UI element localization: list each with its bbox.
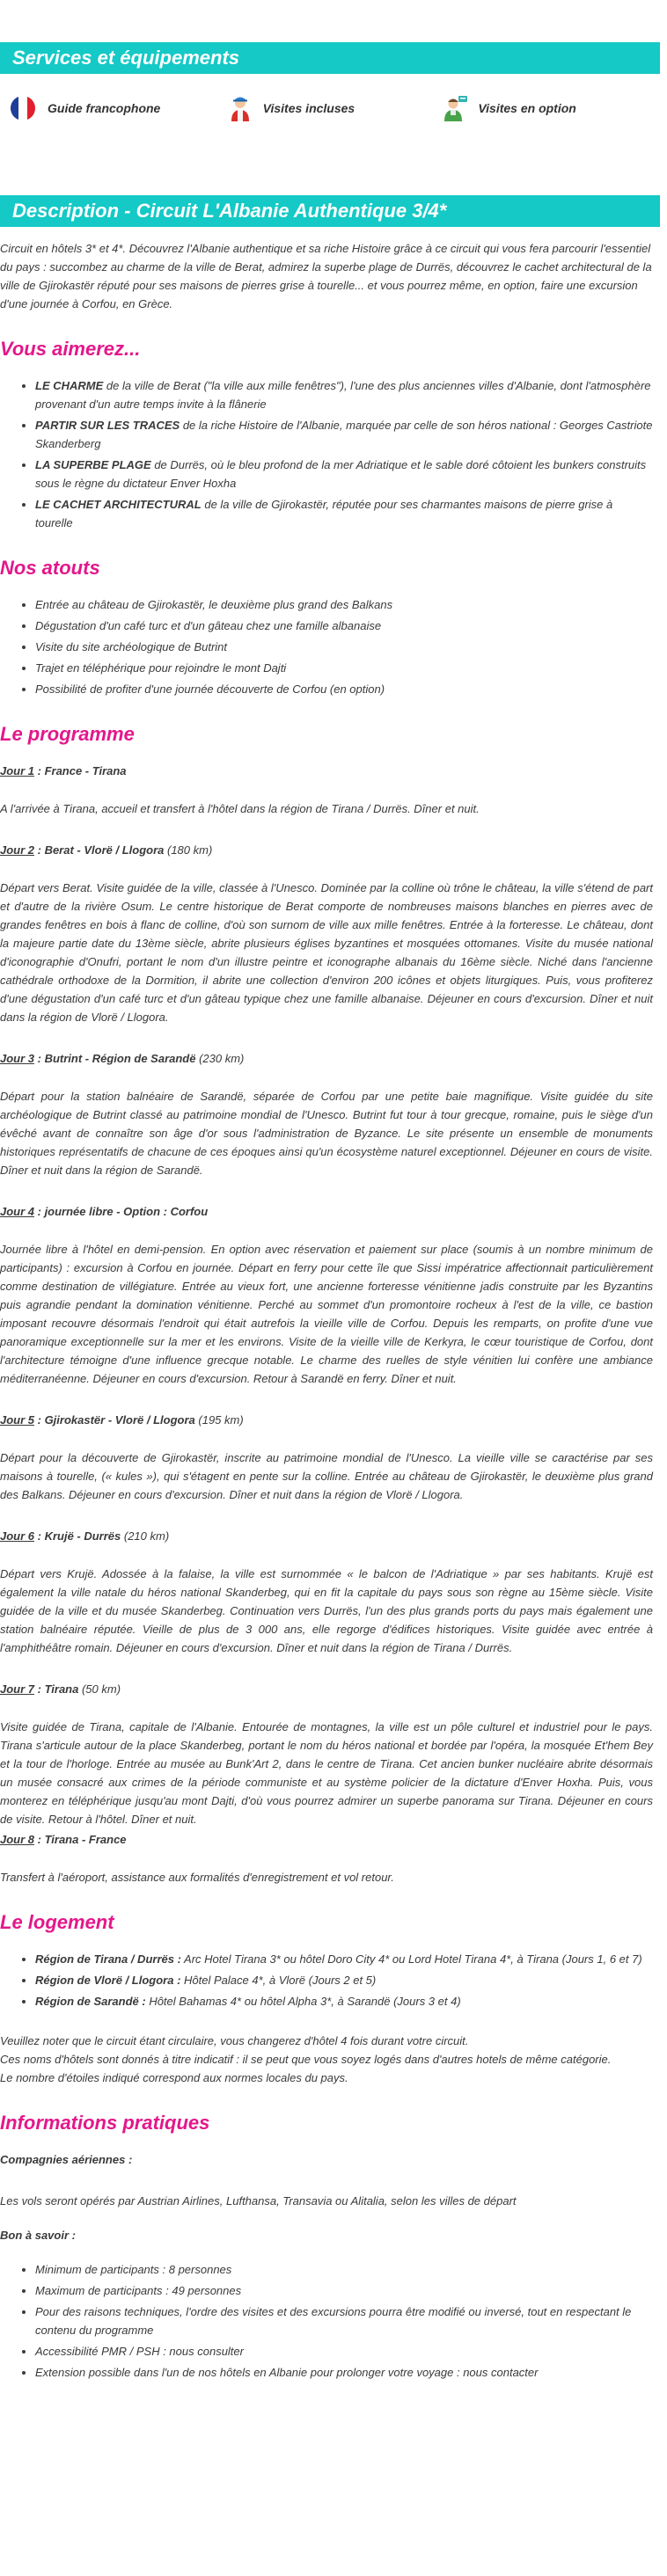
list-item: • Accessibilité PMR / PSH : nous consulter (35, 2342, 653, 2361)
list-item: • PARTIR SUR LES TRACES de la riche Histoire de l'Albanie, marquée par celle de son héros national : Georges Castriote Skanderberg (35, 416, 653, 453)
day-body: A l'arrivée à Tirana, accueil et transfert à l'hôtel dans la région de Tirana / Durrës. Dîner et nuit. (0, 802, 480, 815)
list-item: • LE CACHET ARCHITECTURAL de la ville de Gjirokastër, réputée pour ses charmantes maisons de pierre grise à tourelle (35, 495, 653, 532)
aimerez-title: Vous aimerez... (0, 338, 141, 360)
logement-title: Le logement (0, 1911, 114, 1933)
service-guide (11, 94, 226, 122)
day-7: Jour 7 : Tirana (50 km) Visite guidée de Tirana, capitale de l'Albanie. Entourée de montagnes, la ville est un pôle culturel et industriel pour le pays. Tirana s'articule autour de la place Skanderbeg, portant le nom du héros national et bordée par l'opéra, la mosquée Et'hem Bey et la tour de l'horloge. Entrée au musée au Bunk'Art 2, dans le centre de Tirana. Cet ancien bunker nucléaire abrite désormais un musée consacré aux crimes de la période communiste et au système policier de la dictature d'Enver Hoxha. Puis, vous monterez en téléphérique jusqu'au mont Dajti, d'où vous pourrez admirer un superbe panorama sur Tirana. Déjeuner en cours de visite. Retour à l'hôtel. Dîner et nuit. (0, 1680, 653, 1828)
service-visits-optional (441, 94, 656, 122)
description-intro: Circuit en hôtels 3* et 4*. Découvrez l'Albanie authentique et sa riche Histoire grâce à ce circuit qui vous fera parcourir l'essentiel du pays : succombez au charme de la ville de Berat, admirez la superbe plage de Durrës, découvrez le cachet architectural de la ville de Gjirokastër réputé pour ses maisons de pierres grise à tourelle... et vous pourrez même, en option, faire une excursion d'une journée à Corfou, en Grèce. (0, 242, 652, 310)
list-item: • Visite du site archéologique de Butrint (35, 638, 653, 656)
day-body: Départ vers Krujë. Adossée à la falaise, la ville est surnommée « le balcon de l'Adriatique » par ses habitants. Krujë est également la ville natale du héros national Skanderbeg, qui en fit la capitale du pays sous son règne au 15ème siècle. Visite guidée de la ville et du musée Skanderbeg. Continuation vers Durrës, l'un des plus grands ports du pays mais également une station balnéaire réputée. Vieille de plus de 3 000 ans, elle regorge d'édifices historiques. Visite guidée avec entrée à l'amphithéâtre romain. Déjeuner en cours d'excursion. Dîner et nuit dans la région de Tirana / Durrës. (0, 1567, 653, 1654)
list-item: • Entrée au château de Gjirokastër, le deuxième plus grand des Balkans (35, 595, 653, 614)
day-5: Jour 5 : Gjirokastër - Vlorë / Llogora (195 km) Départ pour la découverte de Gjirokastër, inscrite au patrimoine mondial de l'Unesco. La vieille ville se caractérise par ses maisons à tourelle, (« kules »), qui s'étagent en pente sur la colline. Entrée au château de Gjirokastër, le deuxième plus grand des Balkans. Déjeuner en cours d'excursion. Dîner et nuit dans la région de Vlorë / Llogora. (0, 1411, 653, 1504)
day-body: Transfert à l'aéroport, assistance aux formalités d'enregistrement et vol retour. (0, 1871, 394, 1884)
logement-list (0, 1950, 653, 2010)
service-visits-included (226, 94, 442, 122)
day-6: Jour 6 : Krujë - Durrës (210 km) Départ vers Krujë. Adossée à la falaise, la ville est surnommée « le balcon de l'Adriatique » par ses habitants. Krujë est également la ville natale du héros national Skanderbeg, qui en fit la capitale du pays sous son règne au 15ème siècle. Visite guidée de la ville et du musée Skanderbeg. Continuation vers Durrës, l'un des plus grands ports du pays mais également une station balnéaire réputée. Vieille de plus de 3 000 ans, elle regorge d'édifices historiques. Visite guidée avec entrée à l'amphithéâtre romain. Déjeuner en cours d'excursion. Dîner et nuit dans la région de Tirana / Durrës. (0, 1527, 653, 1657)
infos-title: Informations pratiques (0, 2112, 210, 2134)
service-label: Visites en option (478, 101, 576, 115)
list-item: • Possibilité de profiter d'une journée découverte de Corfou (en option) (35, 680, 653, 698)
list-item: • Extension possible dans l'un de nos hôtels en Albanie pour prolonger votre voyage : nous contacter (35, 2363, 653, 2382)
list-item: • Région de Tirana / Durrës : Arc Hotel Tirana 3* ou hôtel Doro City 4* ou Lord Hotel Tirana 4*, à Tirana (Jours 1, 6 et 7) (35, 1950, 653, 1968)
french-flag-icon (11, 94, 39, 122)
list-item: • Maximum de participants : 49 personnes (35, 2281, 653, 2300)
atouts-title: Nos atouts (0, 557, 100, 579)
description-title: Description - Circuit L'Albanie Authentique 3/4* (0, 195, 660, 227)
day-2: Jour 2 : Berat - Vlorë / Llogora (180 km) Départ vers Berat. Visite guidée de la ville, classée à l'Unesco. Dominée par la colline où trône le château, la ville s'étend de part et d'autre de la rivière Osum. Le centre historique de Berat comporte de nombreuses maisons blanches en pierres avec de grandes fenêtres en bois à flanc de colline, d'où son surnom de ville aux mille fenêtres. Entrée à la forteresse. Le château, dont la majeure partie date du 13ème siècle, abrite plusieurs églises byzantines et mosquées ottomanes. Visite du musée national d'iconographie d'Onufri, portant le nom d'un illustre peintre et iconographe albanais du 16ème siècle. Niché dans l'ancienne cathédrale orthodoxe de la Dormition, il abrite une collection d'environ 200 icônes et objets liturgiques. Puis, vous profiterez d'une dégustation d'un café turc et d'un gâteau typique chez une famille albanaise. Déjeuner en cours d'excursion. Dîner et nuit dans la région de Vlorë / Llogora. (0, 841, 653, 1026)
airlines-title: Compagnies aériennes : (0, 2153, 133, 2166)
list-item: • Dégustation d'un café turc et d'un gâteau chez une famille albanaise (35, 617, 653, 635)
programme-title: Le programme (0, 723, 135, 745)
list-item: • Trajet en téléphérique pour rejoindre le mont Dajti (35, 659, 653, 677)
day-body: Départ vers Berat. Visite guidée de la ville, classée à l'Unesco. Dominée par la colline où trône le château, la ville s'étend de part et d'autre de la rivière Osum. Le centre historique de Berat comporte de nombreuses maisons blanches en pierres avec de grandes fenêtres en bois à flanc de colline, d'où son surnom de ville aux mille fenêtres. Entrée à la forteresse. Le château, dont la majeure partie date du 13ème siècle, abrite plusieurs églises byzantines et mosquées ottomanes. Visite du musée national d'iconographie d'Onufri, portant le nom d'un illustre peintre et iconographe albanais du 16ème siècle. Niché dans l'ancienne cathédrale orthodoxe de la Dormition, il abrite une collection d'environ 200 icônes et objets liturgiques. Puis, vous profiterez d'une dégustation d'un café turc et d'un gâteau typique chez une famille albanaise. Déjeuner en cours d'excursion. Dîner et nuit dans la région de Vlorë / Llogora. (0, 881, 653, 1024)
list-item: • Minimum de participants : 8 personnes (35, 2260, 653, 2279)
bon-title: Bon à savoir : (0, 2229, 76, 2242)
list-item: • Région de Vlorë / Llogora : Hôtel Palace 4*, à Vlorë (Jours 2 et 5) (35, 1971, 653, 1989)
services-title: Services et équipements (0, 42, 660, 74)
optional-visits-icon (441, 94, 469, 122)
bon-list (0, 2260, 653, 2382)
programme-days (0, 762, 653, 1886)
main-content (0, 239, 660, 2382)
day-8: Jour 8 : Tirana - France Transfert à l'aéroport, assistance aux formalités d'enregistrement et vol retour. (0, 1830, 653, 1886)
day-body: Départ pour la découverte de Gjirokastër, inscrite au patrimoine mondial de l'Unesco. La vieille ville se caractérise par ses maisons à tourelle, (« kules »), qui s'étagent en pente sur la colline. Entrée au château de Gjirokastër, le deuxième plus grand des Balkans. Déjeuner en cours d'excursion. Dîner et nuit dans la région de Vlorë / Llogora. (0, 1451, 653, 1501)
day-1: Jour 1 : France - Tirana A l'arrivée à Tirana, accueil et transfert à l'hôtel dans la région de Tirana / Durrës. Dîner et nuit. (0, 762, 653, 818)
day-4: Jour 4 : journée libre - Option : Corfou Journée libre à l'hôtel en demi-pension. En option avec réservation et paiement sur place (soumis à un nombre minimum de participants) : excursion à Corfou en journée. Départ en ferry pour cette île que Sissi impératrice affectionnait particulièrement comme destination de villégiature. Entrée au vieux fort, une ancienne forteresse vénitienne jadis construite par les Byzantins puis agrandie pendant la domination vénitienne. Perché au sommet d'un promontoire rocheux à l'est de la ville, ce bastion imposant recouvre désormais l'endroit qui était autrefois la vieille ville de Corfou. Depuis les remparts, on profite d'une vue panoramique exceptionnelle sur la mer et les environs. Visite de la vieille ville de Kerkyra, le cœur touristique de Corfou, dont l'architecture témoigne d'une influence grecque notable. Le charme des ruelles de style vénitien lui confère une ambiance méditerranéenne. Déjeuner en cours d'excursion. Retour à Sarandë en ferry. Dîner et nuit. (0, 1202, 653, 1388)
atouts-list (0, 595, 653, 698)
airlines-text: Les vols seront opérés par Austrian Airlines, Lufthansa, Transavia ou Alitalia, selon les villes de départ (0, 2194, 517, 2207)
list-item: • LA SUPERBE PLAGE de Durrës, où le bleu profond de la mer Adriatique et le sable doré côtoient les bunkers construits sous le règne du dictateur Enver Hoxha (35, 456, 653, 493)
day-body: Journée libre à l'hôtel en demi-pension. En option avec réservation et paiement sur place (soumis à un nombre minimum de participants) : excursion à Corfou en journée. Départ en ferry pour cette île que Sissi impératrice affectionnait particulièrement comme destination de villégiature. Entrée au vieux fort, une ancienne forteresse vénitienne jadis construite par les Byzantins puis agrandie pendant la domination vénitienne. Perché au sommet d'un promontoire rocheux à l'est de la ville, ce bastion imposant recouvre désormais l'endroit qui était autrefois la vieille ville de Corfou. Depuis les remparts, on profite d'une vue panoramique exceptionnelle sur la mer et les environs. Visite de la vieille ville de Kerkyra, le cœur touristique de Corfou, dont l'architecture témoigne d'une influence grecque notable. Le charme des ruelles de style vénitien lui confère une ambiance méditerranéenne. Déjeuner en cours d'excursion. Retour à Sarandë en ferry. Dîner et nuit. (0, 1243, 653, 1385)
service-label: Visites incluses (262, 101, 355, 115)
list-item: • LE CHARME de la ville de Berat ("la ville aux mille fenêtres"), l'une des plus anciennes villes d'Albanie, dont l'atmosphère provenant d'un autre temps invite à la flânerie (35, 376, 653, 413)
day-body: Visite guidée de Tirana, capitale de l'Albanie. Entourée de montagnes, la ville est un pôle culturel et industriel pour le pays. Tirana s'articule autour de la place Skanderbeg, portant le nom du héros national et bordée par l'opéra, la mosquée Et'hem Bey et la tour de l'horloge. Entrée au musée au Bunk'Art 2, dans le centre de Tirana. Cet ancien bunker nucléaire abrite désormais un musée consacré aux crimes de la période communiste et au système policier de la dictature d'Enver Hoxha. Puis, vous monterez en téléphérique jusqu'au mont Dajti, d'où vous pourrez admirer un superbe panorama sur Tirana. Déjeuner en cours de visite. Retour à l'hôtel. Dîner et nuit. (0, 1720, 653, 1826)
day-3: Jour 3 : Butrint - Région de Sarandë (230 km) Départ pour la station balnéaire de Sarandë, séparée de Corfou par une petite baie magnifique. Visite guidée du site archéologique de Butrint classé au patrimoine mondial de l'Unesco. Butrint fut tour à tour grecque, romaine, puis le siège d'un évêché avant de connaître son âge d'or sous l'administration de Byzance. Le site présente un ensemble de monuments historiques représentatifs de chacune de ces époques ainsi qu'un écosystème naturel exceptionnel. Déjeuner en cours de visite. Dîner et nuit dans la région de Sarandë. (0, 1049, 653, 1179)
visits-included-icon (226, 94, 254, 122)
list-item: • Pour des raisons techniques, l'ordre des visites et des excursions pourra être modifié ou inversé, tout en respectant le contenu du programme (35, 2302, 653, 2339)
logement-notes: Veuillez noter que le circuit étant circulaire, vous changerez d'hôtel 4 fois durant votre circuit. Ces noms d'hôtels sont donnés à titre indicatif : il se peut que vous soyez logés dans d'autres hotels de même catégorie. Le nombre d'étoiles indiqué correspond aux normes locales du pays. (0, 2034, 612, 2084)
day-body: Départ pour la station balnéaire de Sarandë, séparée de Corfou par une petite baie magnifique. Visite guidée du site archéologique de Butrint classé au patrimoine mondial de l'Unesco. Butrint fut tour à tour grecque, romaine, puis le siège d'un évêché avant de connaître son âge d'or sous l'administration de Byzance. Le site présente un ensemble de monuments historiques représentatifs de chacune de ces époques ainsi qu'un écosystème naturel exceptionnel. Déjeuner en cours de visite. Dîner et nuit dans la région de Sarandë. (0, 1090, 653, 1177)
aimerez-list (0, 376, 653, 532)
service-label: Guide francophone (48, 101, 161, 115)
services-list (0, 74, 667, 142)
list-item: • Région de Sarandë : Hôtel Bahamas 4* ou hôtel Alpha 3*, à Sarandë (Jours 3 et 4) (35, 1992, 653, 2010)
